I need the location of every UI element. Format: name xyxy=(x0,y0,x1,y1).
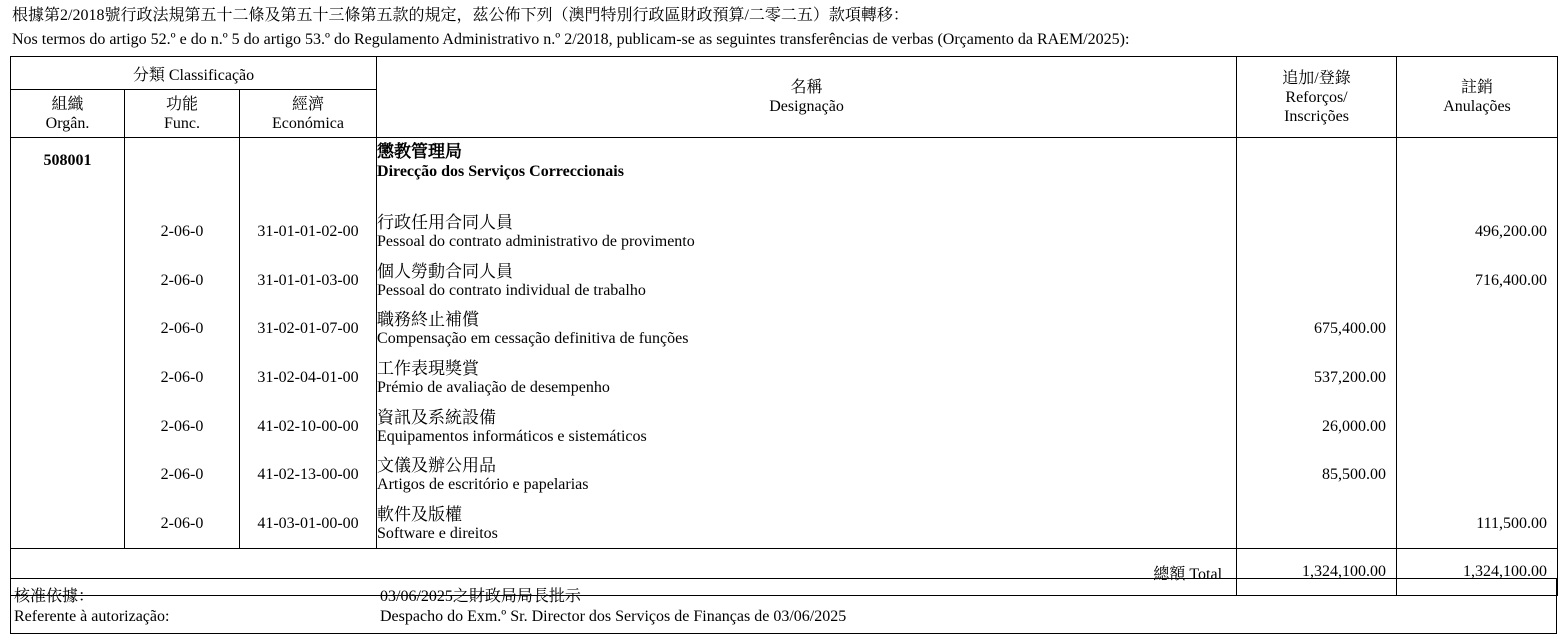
authorization-value-zh: 03/06/2025之財政局局長批示 xyxy=(380,588,581,605)
row-designation-zh: 文儀及辦公用品 xyxy=(377,456,497,476)
row-func: 2-06-0 xyxy=(125,500,240,549)
total-label: 總額 Total xyxy=(11,549,1237,596)
table-row xyxy=(11,402,1558,451)
row-anulacao xyxy=(1397,354,1558,403)
header-econ xyxy=(240,90,377,138)
row-func: 2-06-0 xyxy=(125,354,240,403)
row-reforco: 85,500.00 xyxy=(1237,451,1397,500)
row-anulacao xyxy=(1397,451,1558,500)
header-anulacoes xyxy=(1397,57,1558,138)
header-designacao-zh: 名稱 xyxy=(790,79,823,96)
intro-text-zh: 根據第2/2018號行政法規第五十二條及第五十三條第五款的規定，茲公佈下列（澳門特別行政區財政預算/二零二五）款項轉移： xyxy=(12,7,909,24)
entity-designation xyxy=(377,138,1237,209)
row-designation xyxy=(377,500,1237,549)
header-reforcos xyxy=(1237,57,1397,138)
header-organ xyxy=(11,90,125,138)
row-func: 2-06-0 xyxy=(125,402,240,451)
row-reforco: 675,400.00 xyxy=(1237,305,1397,354)
row-econ: 31-01-01-03-00 xyxy=(240,257,377,306)
row-anulacao: 496,200.00 xyxy=(1397,208,1558,257)
row-designation xyxy=(377,354,1237,403)
authorization-label xyxy=(14,587,169,627)
intro-text-pt: Nos termos do artigo 52.º e do n.º 5 do artigo 53.º do Regulamento Administrativo n.º 2/2018, publicam-se as seguintes transferências de verbas (Orçamento da RAEM/2025): xyxy=(12,31,1130,48)
header-func xyxy=(125,90,240,138)
budget-transfer-table xyxy=(10,56,1558,596)
table-row xyxy=(11,451,1558,500)
total-anulacoes: 1,324,100.00 xyxy=(1397,549,1558,596)
entity-name-zh: 懲教管理局 xyxy=(377,142,463,161)
row-designation-pt: Pessoal do contrato administrativo de provimento xyxy=(377,233,695,251)
table-row xyxy=(11,257,1558,306)
row-econ: 31-02-01-07-00 xyxy=(240,305,377,354)
row-reforco xyxy=(1237,208,1397,257)
authorization-label-zh: 核准依據： xyxy=(14,588,95,605)
row-anulacao xyxy=(1397,402,1558,451)
row-designation-zh: 職務終止補償 xyxy=(377,310,480,330)
row-reforco: 26,000.00 xyxy=(1237,402,1397,451)
header-organ-zh: 組織 xyxy=(51,95,84,113)
authorization-value xyxy=(380,587,846,627)
header-func-zh: 功能 xyxy=(165,95,198,113)
row-designation-pt: Compensação em cessação definitiva de funções xyxy=(377,330,689,348)
row-reforco xyxy=(1237,257,1397,306)
row-designation xyxy=(377,305,1237,354)
row-econ: 31-02-04-01-00 xyxy=(240,354,377,403)
row-anulacao xyxy=(1397,305,1558,354)
row-designation-pt: Pessoal do contrato individual de trabalho xyxy=(377,281,646,299)
header-designacao-pt: Designação xyxy=(769,98,844,115)
row-organ-cell xyxy=(11,402,125,451)
row-designation xyxy=(377,402,1237,451)
table-row xyxy=(11,305,1558,354)
table-row xyxy=(11,354,1558,403)
row-designation xyxy=(377,257,1237,306)
header-anulacoes-pt: Anulações xyxy=(1443,98,1511,115)
authorization-footer xyxy=(10,578,1557,634)
row-econ: 41-03-01-00-00 xyxy=(240,500,377,549)
row-func: 2-06-0 xyxy=(125,451,240,500)
row-func: 2-06-0 xyxy=(125,305,240,354)
header-designacao xyxy=(377,57,1237,138)
authorization-value-pt: Despacho do Exm.º Sr. Director dos Serviços de Finanças de 03/06/2025 xyxy=(380,608,847,625)
entity-name-pt: Direcção dos Serviços Correccionais xyxy=(377,163,624,180)
row-designation xyxy=(377,208,1237,257)
entity-reforco-cell xyxy=(1237,138,1397,209)
header-econ-pt: Económica xyxy=(272,114,344,132)
row-organ-cell xyxy=(11,305,125,354)
entity-organ-code: 508001 xyxy=(11,138,125,209)
header-reforcos-pt2: Inscrições xyxy=(1284,107,1349,125)
total-reforcos: 1,324,100.00 xyxy=(1237,549,1397,596)
row-anulacao: 111,500.00 xyxy=(1397,500,1558,549)
row-organ-cell xyxy=(11,451,125,500)
header-reforcos-zh: 追加/登錄 xyxy=(1282,69,1351,87)
entity-econ-cell xyxy=(240,138,377,209)
header-anulacoes-zh: 註銷 xyxy=(1461,79,1494,96)
entity-row xyxy=(11,138,1558,209)
row-designation-zh: 行政任用合同人員 xyxy=(377,213,514,233)
header-classificacao: 分類 Classificação xyxy=(11,57,377,90)
row-organ-cell xyxy=(11,354,125,403)
row-designation-pt: Prémio de avaliação de desempenho xyxy=(377,379,610,397)
row-func: 2-06-0 xyxy=(125,257,240,306)
table-row xyxy=(11,208,1558,257)
table-row xyxy=(11,500,1558,549)
row-designation-pt: Artigos de escritório e papelarias xyxy=(377,476,589,494)
header-func-pt: Func. xyxy=(164,114,200,132)
entity-anulacao-cell xyxy=(1397,138,1558,209)
row-reforco xyxy=(1237,500,1397,549)
row-organ-cell xyxy=(11,257,125,306)
authorization-label-pt: Referente à autorização: xyxy=(14,608,170,625)
row-reforco: 537,200.00 xyxy=(1237,354,1397,403)
row-designation-pt: Software e direitos xyxy=(377,524,498,542)
header-econ-zh: 經濟 xyxy=(292,95,325,113)
header-organ-pt: Orgân. xyxy=(45,114,90,132)
row-func: 2-06-0 xyxy=(125,208,240,257)
row-designation-pt: Equipamentos informáticos e sistemáticos xyxy=(377,427,647,445)
row-designation xyxy=(377,451,1237,500)
row-anulacao: 716,400.00 xyxy=(1397,257,1558,306)
row-econ: 41-02-10-00-00 xyxy=(240,402,377,451)
header-reforcos-pt1: Reforços/ xyxy=(1285,88,1348,106)
row-designation-zh: 個人勞動合同人員 xyxy=(377,261,514,281)
row-organ-cell xyxy=(11,208,125,257)
row-designation-zh: 工作表現獎賞 xyxy=(377,359,480,379)
row-designation-zh: 資訊及系統設備 xyxy=(377,407,497,427)
row-organ-cell xyxy=(11,500,125,549)
entity-func-cell xyxy=(125,138,240,209)
row-designation-zh: 軟件及版權 xyxy=(377,504,463,524)
row-econ: 31-01-01-02-00 xyxy=(240,208,377,257)
row-econ: 41-02-13-00-00 xyxy=(240,451,377,500)
